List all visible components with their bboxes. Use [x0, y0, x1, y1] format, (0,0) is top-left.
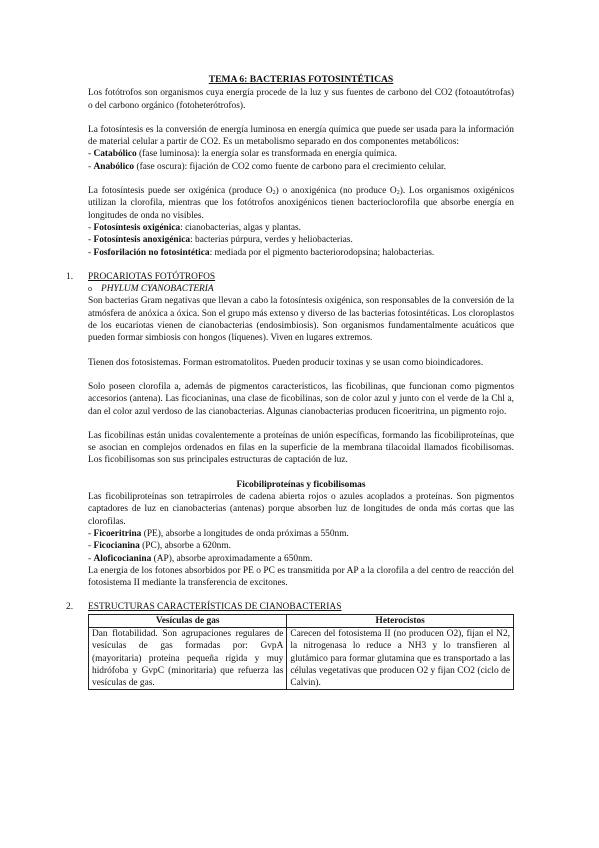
intro-paragraph: Los fotótrofos son organismos cuya energía procede de la luz y sus fuentes de carbono del CO2 (fotoautótrofas) o del carbono orgánico (fotoheterótrofos). — [88, 88, 514, 111]
subsection-heading: o PHYLUM CYANOBACTERIA — [88, 284, 214, 295]
section-1-heading: 1. PROCARIOTAS FOTÓTROFOS — [66, 271, 216, 282]
structures-table — [88, 614, 514, 691]
document-page — [66, 74, 515, 690]
table-cell-heterocysts: Carecen del fotosistema II (no producen O2), fijan el N2, la nitrogenasa lo reduce a NH3 y lo transfieren al glutámico para formar glutamina que es transportado a las células vegetativas que producen O2 y fijan CO2 (ciclo de Calvin). — [287, 627, 514, 689]
table-header-heterocysts: Heterocistos — [287, 614, 514, 627]
page-title: TEMA 6: BACTERIAS FOTOSINTÉTICAS — [208, 74, 394, 85]
ficoeritrina-item: - Ficoeritrina (PE), absorbe a longitudes de onda próximas a 550nm. — [88, 528, 349, 539]
cyano-paragraph-3: Solo poseen clorofila a, además de pigmentos característicos, las ficobilinas, que funcionan como pigmentos accesorios (antena). Las ficocianinas, una clase de ficobilinas, son de color azul y junto con el verde de la Chl a, dan el color azul verdoso de las cianobacterias. Algunas cianobacterias producen ficoeritrina, un pigmento rojo. — [88, 381, 514, 417]
photosynthesis-definition: La fotosíntesis es la conversión de energía luminosa en energía química que puede ser usada para la información de material celular a partir de CO2. Es un metabolismo separado en dos componentes metabólicos: — [88, 124, 514, 148]
ficobili-paragraph-1: Las ficobiliproteínas son tetrapirroles de cadena abierta rojos o azules acoplados a proteínas. Son pigmentos captadores de luz en cianobacterias (antenas) porque absorben luz de longitudes de onda más cortas que las clorofilas. — [88, 492, 514, 527]
oxygenic-paragraph: La fotosíntesis puede ser oxigénica (produce $O_2$) o anoxigénica (no produce $O_2$). Los organismos oxigénicos utilizan la clorofila, mientras que los fotótrofos anoxigénicos tienen bacterioclorofila que absorbe energía en longitudes de onda no visibles. — [88, 186, 515, 221]
ficobili-paragraph-2: La energía de los fotones absorbidos por PE o PC es transmitida por AP a la clorofila a del centro de reacción del fotosistema II mediante la transferencia de excitones. — [88, 565, 514, 589]
ficocianina-item: - Ficocianina (PC), absorbe a 620nm. — [88, 541, 231, 552]
section-2-heading: 2. ESTRUCTURAS CARACTERÍSTICAS DE CIANOBACTERIAS — [66, 602, 342, 613]
table-cell-gas-vesicles: Dan flotabilidad. Son agrupaciones regulares de vesículas de gas formadas por: GvpA (mayoritaria) proteína pequeña rígida y muy hidrófoba y GvpC (minoritaria) que refuerza las vesículas de gas. — [89, 627, 287, 689]
catabolic-item: - Catabólico (fase luminosa): la energía solar es transformada en energía química. — [88, 149, 397, 160]
table-header-gas-vesicles: Vesículas de gas — [89, 614, 287, 627]
anabolic-item: - Anabólico (fase oscura): fijación de CO2 como fuente de carbono para el crecimiento celular. — [88, 161, 446, 172]
oxygenic-item: - Fotosíntesis oxigénica: cianobacterias, algas y plantas. — [88, 222, 301, 233]
cyano-paragraph-2: Tienen dos fotosistemas. Forman estromatolitos. Pueden producir toxinas y se usan como bioindicadores. — [88, 357, 484, 368]
cyano-paragraph-4: Las ficobilinas están unidas covalentemente a proteínas de unión específicas, formando las ficobiliproteínas, que se asocian en complejos ordenados en filas en la superficie de la membrana tilacoidal llamados ficobilisomas. Los ficobilisomas son sus principales estructuras de captación de luz. — [88, 430, 514, 466]
phosphorylation-item: - Fosforilación no fotosintética: mediada por el pigmento bacteriorodopsina; halobacterias. — [88, 247, 435, 258]
ficobili-heading: Ficobiliproteínas y ficobilisomas — [236, 479, 366, 490]
anoxygenic-item: - Fotosíntesis anoxigénica: bacterias púrpura, verdes y heliobacterias. — [88, 235, 353, 246]
cyano-paragraph-1: Son bacterias Gram negativas que llevan a cabo la fotosíntesis oxigénica, son responsables de la conversión de la atmósfera de anóxica a óxica. Son el grupo más extenso y diverso de las bacterias fotosintéticas. Los cloroplastos de los eucariotas vienen de cianobacterias (endosimbiosis). Son organismos fundamentalmente acuáticos que pueden formar simbiosis con hongos (líquenes). Viven en lugares extremos. — [88, 296, 514, 344]
aloficocianina-item: - Aloficocianina (AP), absorbe aproximadamente a 650nm. — [88, 553, 313, 564]
